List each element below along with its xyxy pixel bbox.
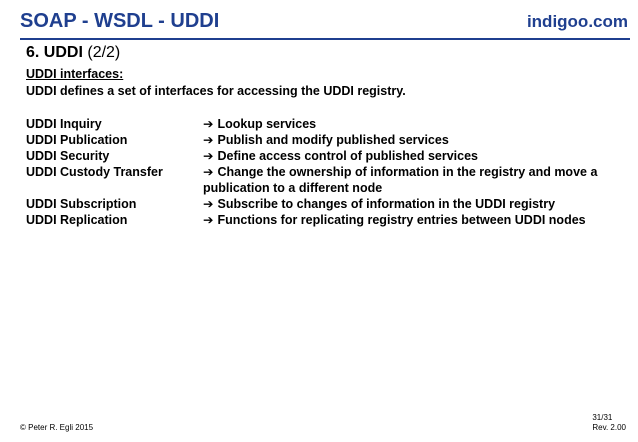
- interface-description-text: Change the ownership of information in the registry and move a publication to a different node: [203, 165, 598, 195]
- arrow-icon: ➔: [203, 197, 214, 211]
- revision-label: Rev. 2.00: [592, 423, 626, 432]
- interface-description-text: Publish and modify published services: [217, 133, 449, 147]
- interface-name: UDDI Custody Transfer: [26, 165, 163, 179]
- interfaces-subheading: UDDI interfaces:: [26, 67, 124, 81]
- intro-text: UDDI defines a set of interfaces for accessing the UDDI registry.: [26, 84, 406, 98]
- interface-name: UDDI Publication: [26, 133, 128, 147]
- interface-description: [203, 116, 626, 132]
- header-divider: [20, 38, 630, 40]
- brand-logo-text: indigoo.com: [526, 12, 628, 31]
- interface-description-text: Subscribe to changes of information in the UDDI registry: [217, 197, 556, 211]
- arrow-icon: ➔: [203, 117, 214, 131]
- interface-name: UDDI Security: [26, 149, 110, 163]
- interface-description: [203, 148, 626, 164]
- page-number: 31/31: [592, 413, 613, 422]
- list-item: [26, 148, 626, 164]
- section-part: (2/2): [87, 44, 121, 61]
- interface-list: [26, 116, 626, 228]
- list-item: [26, 196, 626, 212]
- interface-description: [203, 132, 626, 148]
- section-title-text: 6. UDDI: [26, 44, 83, 61]
- list-item: [26, 212, 626, 228]
- interface-description: [203, 196, 626, 212]
- interface-description-text: Lookup services: [217, 117, 317, 131]
- arrow-icon: ➔: [203, 213, 214, 227]
- footer-page-info: [592, 413, 626, 433]
- slide-header-title: SOAP - WSDL - UDDI: [20, 10, 220, 32]
- interface-name: UDDI Inquiry: [26, 117, 102, 131]
- interface-name: UDDI Replication: [26, 213, 128, 227]
- list-item: [26, 116, 626, 132]
- list-item: [26, 164, 626, 196]
- interface-name: UDDI Subscription: [26, 197, 137, 211]
- arrow-icon: ➔: [203, 165, 214, 179]
- arrow-icon: ➔: [203, 149, 214, 163]
- section-title: [26, 44, 120, 62]
- interface-description-text: Functions for replicating registry entries between UDDI nodes: [217, 213, 586, 227]
- interface-description: [203, 212, 626, 228]
- interface-description: [203, 164, 626, 196]
- list-item: [26, 132, 626, 148]
- interface-description-text: Define access control of published services: [217, 149, 478, 163]
- arrow-icon: ➔: [203, 133, 214, 147]
- footer-copyright: © Peter R. Egli 2015: [20, 423, 94, 432]
